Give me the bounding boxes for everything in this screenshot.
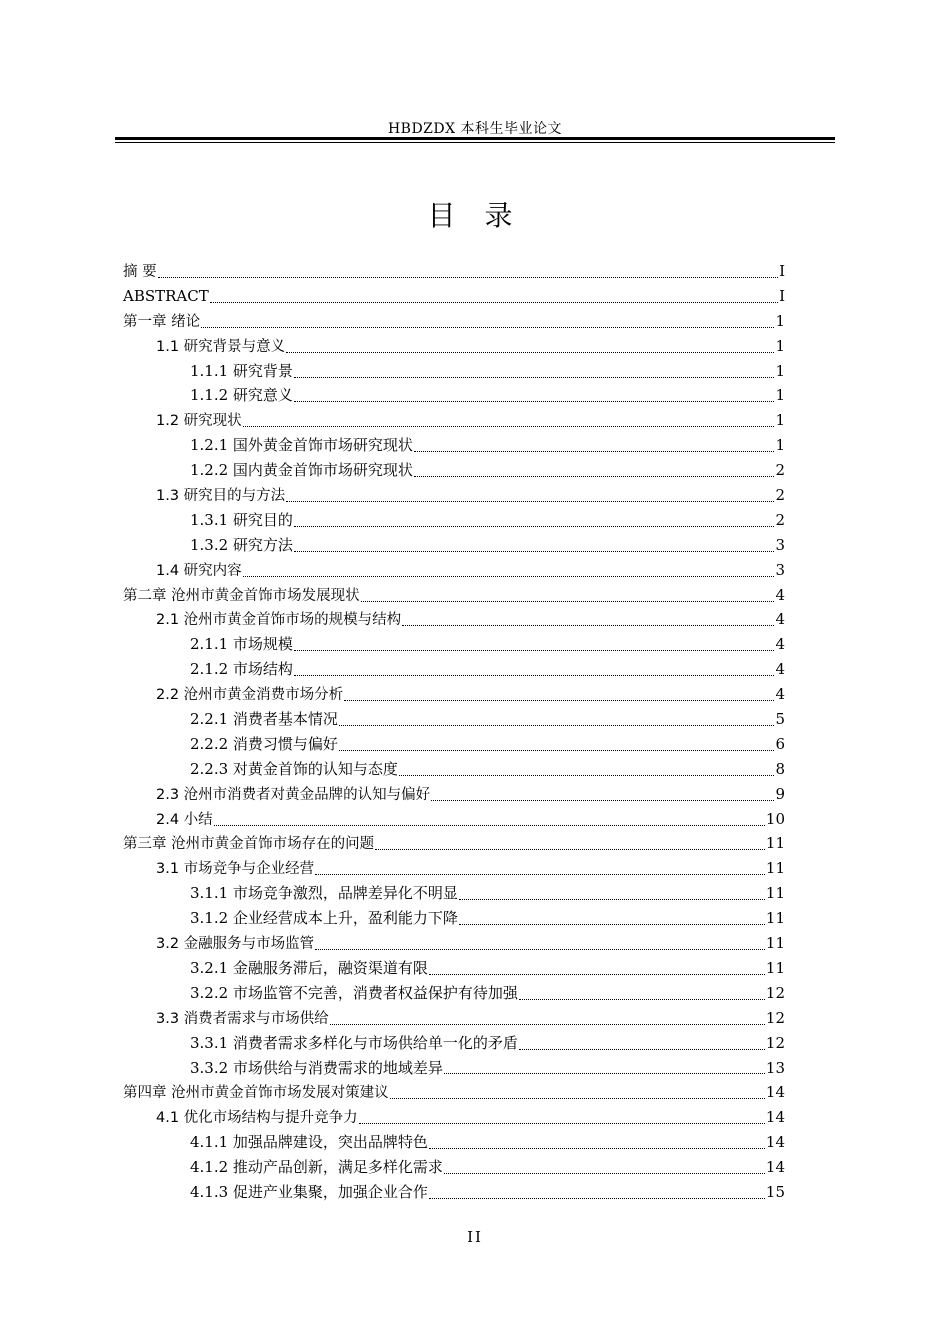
toc-entry[interactable] [123,583,785,608]
toc-dot-leader [315,874,765,875]
toc-entry-page: I [779,286,785,305]
toc-entry-page: 1 [775,411,785,430]
toc-dot-leader [294,675,775,676]
toc-entry-label: 2.2 沧州市黄金消费市场分析 [156,687,344,704]
toc-entry[interactable] [123,831,785,856]
toc-entry-page: 14 [765,1083,785,1102]
toc-entry-label: 第四章 沧州市黄金首饰市场发展对策建议 [123,1085,389,1102]
toc-entry[interactable] [123,732,785,757]
toc-entry[interactable] [123,782,785,807]
toc-entry-label: 3.2.2 市场监管不完善，消费者权益保护有待加强 [190,983,518,1002]
header-rule-thick [115,137,835,140]
toc-entry-label: 3.1 市场竞争与企业经营 [156,861,315,878]
toc-entry[interactable] [123,707,785,732]
toc-entry-label: 1.3.1 研究目的 [190,510,293,529]
toc-dot-leader [214,825,765,826]
toc-entry[interactable] [123,1130,785,1155]
toc-entry-page: 11 [765,934,785,953]
toc-dot-leader [359,1123,765,1124]
toc-dot-leader [444,1173,765,1174]
toc-dot-leader [294,551,775,552]
toc-entry-label: 4.1.1 加强品牌建设，突出品牌特色 [190,1133,428,1152]
toc-entry-page: 11 [765,884,785,903]
toc-entry-page: 1 [775,386,785,405]
toc-entry-page: 3 [775,535,785,554]
toc-entry-label: 1.3 研究目的与方法 [156,488,286,505]
toc-entry[interactable] [123,807,785,832]
toc-entry-label: 第三章 沧州市黄金首饰市场存在的问题 [123,836,375,853]
page-number: II [467,1228,483,1246]
toc-entry[interactable] [123,359,785,384]
toc-entry-label: 3.1.2 企业经营成本上升，盈利能力下降 [190,909,458,928]
toc-entry[interactable] [123,657,785,682]
toc-entry[interactable] [123,433,785,458]
toc-dot-leader [294,401,775,402]
toc-entry-label: 2.1.1 市场规模 [190,635,293,654]
toc-dot-leader [414,451,775,452]
toc-entry-page: 2 [775,510,785,529]
toc-entry[interactable] [123,408,785,433]
toc-entry-label: 1.4 研究内容 [156,562,242,579]
toc-entry[interactable] [123,981,785,1006]
toc-entry-page: 12 [765,1033,785,1052]
toc-entry[interactable] [123,931,785,956]
toc-entry-page: 1 [775,361,785,380]
toc-dot-leader [429,1198,765,1199]
toc-entry-page: 8 [775,759,785,778]
toc-entry-page: 14 [765,1133,785,1152]
toc-dot-leader [294,377,775,378]
toc-dot-leader [375,849,765,850]
toc-entry-label: 3.3.1 消费者需求多样化与市场供给单一化的矛盾 [190,1033,518,1052]
toc-entry-page: 12 [765,983,785,1002]
toc-entry[interactable] [123,632,785,657]
toc-entry-page: 1 [775,336,785,355]
toc-entry-page: 1 [775,436,785,455]
toc-entry-label: 1.2.2 国内黄金首饰市场研究现状 [190,461,413,480]
page-title: 目 录 [427,199,523,232]
header-rule-thin [115,142,835,143]
toc-entry-label: 3.2.1 金融服务滞后，融资渠道有限 [190,958,428,977]
toc-entry[interactable] [123,1056,785,1081]
toc-dot-leader [344,700,774,701]
toc-dot-leader [519,1049,765,1050]
toc-entry-label: 2.3 沧州市消费者对黄金品牌的认知与偏好 [156,786,431,803]
toc-dot-leader [429,1148,765,1149]
toc-entry-page: 11 [765,834,785,853]
toc-entry-label: 2.2.3 对黄金首饰的认知与态度 [190,759,398,778]
toc-dot-leader [431,800,774,801]
toc-entry-page: 14 [765,1158,785,1177]
toc-entry-label: 摘 要 [123,264,157,280]
toc-dot-leader [294,650,775,651]
toc-entry-page: 14 [765,1108,785,1127]
toc-entry-label: 4.1.3 促进产业集聚，加强企业合作 [190,1182,428,1201]
toc-entry[interactable] [123,607,785,632]
toc-entry-label: 1.1.2 研究意义 [190,386,293,405]
toc-entry[interactable] [123,383,785,408]
toc-entry-label: 4.1.2 推动产品创新，满足多样化需求 [190,1158,443,1177]
toc-entry-page: 2 [775,461,785,480]
toc-entry[interactable] [123,483,785,508]
toc-entry-label: 第一章 绪论 [123,313,201,330]
toc-entry-page: 6 [775,734,785,753]
toc-entry-label: 2.1 沧州市黄金首饰市场的规模与结构 [156,612,402,629]
toc-entry[interactable] [123,533,785,558]
toc-dot-leader [243,576,775,577]
toc-entry-label: 2.1.2 市场结构 [190,660,293,679]
toc-entry-page: 3 [775,560,785,579]
toc-entry[interactable] [123,956,785,981]
toc-entry[interactable] [123,259,785,284]
toc-dot-leader [243,426,775,427]
toc-entry[interactable] [123,1180,785,1205]
toc-entry[interactable] [123,558,785,583]
toc-entry-label: 4.1 优化市场结构与提升竞争力 [156,1110,358,1127]
toc-dot-leader [339,750,775,751]
toc-dot-leader [459,899,765,900]
toc-dot-leader [399,775,775,776]
toc-entry-label: 3.3.2 市场供给与消费需求的地域差异 [190,1058,443,1077]
running-header: HBDZDX 本科生毕业论文 [387,121,563,137]
toc-dot-leader [519,999,765,1000]
toc-entry-page: 4 [775,585,785,604]
toc-dot-leader [330,1024,765,1025]
toc-dot-leader [444,1073,765,1074]
toc-entry-page: 11 [765,958,785,977]
toc-entry[interactable] [123,856,785,881]
toc-entry-page: 10 [765,809,785,828]
toc-entry-page: 4 [775,660,785,679]
table-of-contents [123,259,785,1205]
toc-entry-label: 1.3.2 研究方法 [190,535,293,554]
toc-dot-leader [210,302,778,303]
toc-entry[interactable] [123,682,785,707]
toc-entry-label: 1.1 研究背景与意义 [156,338,286,355]
toc-entry-page: 4 [775,685,785,704]
toc-entry[interactable] [123,508,785,533]
toc-dot-leader [429,974,765,975]
toc-entry-label: 2.2.2 消费习惯与偏好 [190,734,338,753]
toc-entry-page: 1 [775,311,785,330]
toc-entry[interactable] [123,1006,785,1031]
toc-dot-leader [459,924,765,925]
toc-dot-leader [361,601,775,602]
toc-entry-page: I [779,262,785,280]
toc-entry-page: 4 [775,610,785,629]
toc-entry-label: 2.2.1 消费者基本情况 [190,710,338,729]
toc-entry-label: 1.2 研究现状 [156,413,242,430]
toc-entry[interactable] [123,309,785,334]
toc-dot-leader [158,277,778,278]
toc-entry-page: 5 [775,710,785,729]
toc-entry[interactable] [123,1105,785,1130]
toc-entry-page: 2 [775,486,785,505]
toc-dot-leader [390,1098,765,1099]
toc-entry-label: 1.1.1 研究背景 [190,361,293,380]
toc-dot-leader [294,526,775,527]
toc-entry-page: 12 [765,1008,785,1027]
toc-dot-leader [286,501,774,502]
toc-entry-label: 第二章 沧州市黄金首饰市场发展现状 [123,587,360,604]
toc-entry-page: 11 [765,909,785,928]
toc-entry[interactable] [123,284,785,309]
toc-entry[interactable] [123,1155,785,1180]
toc-entry-label: ABSTRACT [123,286,209,305]
toc-entry[interactable] [123,334,785,359]
toc-entry-page: 13 [765,1058,785,1077]
toc-entry-label: 3.3 消费者需求与市场供给 [156,1010,329,1027]
toc-entry[interactable] [123,906,785,931]
toc-entry-label: 3.1.1 市场竞争激烈，品牌差异化不明显 [190,884,458,903]
toc-dot-leader [201,327,774,328]
toc-dot-leader [286,352,774,353]
toc-entry-label: 1.2.1 国外黄金首饰市场研究现状 [190,436,413,455]
toc-entry[interactable] [123,757,785,782]
toc-entry-label: 3.2 金融服务与市场监管 [156,936,315,953]
toc-entry-page: 4 [775,635,785,654]
toc-entry[interactable] [123,881,785,906]
toc-entry[interactable] [123,1080,785,1105]
toc-dot-leader [414,476,775,477]
toc-entry[interactable] [123,458,785,483]
toc-entry-page: 9 [775,784,785,803]
toc-dot-leader [315,949,765,950]
toc-dot-leader [339,725,775,726]
toc-entry-page: 11 [765,859,785,878]
toc-dot-leader [402,625,774,626]
toc-entry[interactable] [123,1031,785,1056]
toc-entry-page: 15 [765,1182,785,1201]
toc-entry-label: 2.4 小结 [156,811,213,828]
